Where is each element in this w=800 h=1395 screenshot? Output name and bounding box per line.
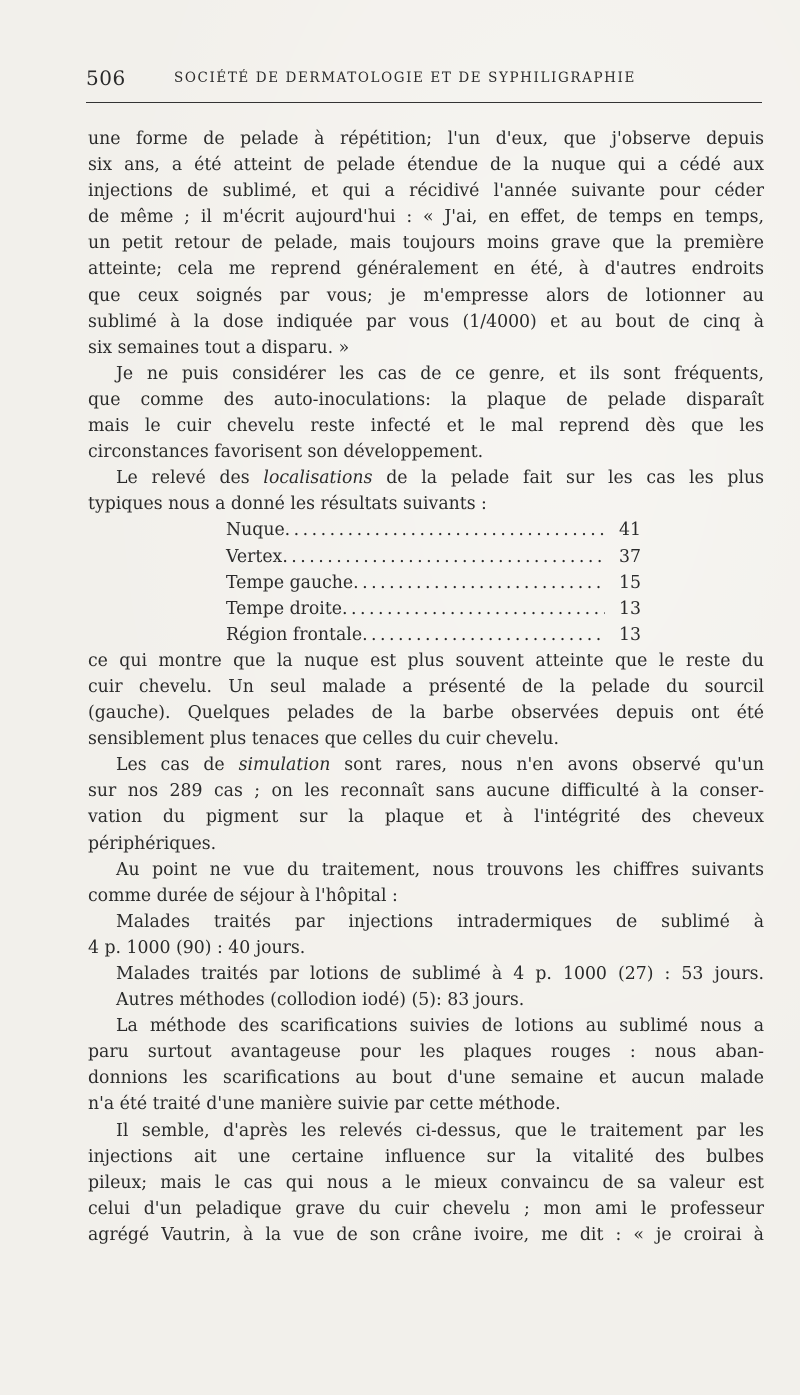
text-line: ce qui montre que la nuque est plus souvent atteinte que le reste du bbox=[88, 650, 764, 671]
row-count: 15 bbox=[619, 572, 641, 593]
text-line: typiques nous a donné les résultats suivants : bbox=[88, 494, 487, 515]
dot-leader bbox=[285, 517, 605, 543]
table-row bbox=[226, 622, 641, 648]
page-number: 506 bbox=[86, 66, 126, 90]
text-line: atteinte; cela me reprend généralement en été, à d'autres endroits bbox=[88, 259, 764, 280]
row-count: 13 bbox=[619, 598, 641, 619]
text-line: agrégé Vautrin, à la vue de son crâne ivoire, me dit : « je croirai à bbox=[88, 1224, 764, 1245]
text-fragment: de la pelade fait sur les cas les plus bbox=[386, 468, 765, 489]
text-line: un petit retour de pelade, mais toujours moins grave que la première bbox=[88, 233, 764, 254]
text-line: n'a été traité d'une manière suivie par cette méthode. bbox=[88, 1094, 561, 1115]
running-head: SOCIÉTÉ DE DERMATOLOGIE ET DE SYPHILIGRAPHIE bbox=[174, 70, 636, 86]
body-text bbox=[88, 126, 764, 1248]
text-line: six ans, a été atteint de pelade étendue de la nuque qui a cédé aux bbox=[88, 155, 764, 176]
text-line: sur nos 289 cas ; on les reconnaît sans aucune difficulté à la conser- bbox=[88, 781, 764, 802]
text-line: sublimé à la dose indiquée par vous (1/4000) et au bout de cinq à bbox=[88, 311, 764, 332]
text-line: Malades traités par lotions de sublimé à 4 p. 1000 (27) : 53 jours. bbox=[116, 964, 764, 984]
text-line: comme durée de séjour à l'hôpital : bbox=[88, 885, 398, 906]
text-line: 4 p. 1000 (90) : 40 jours. bbox=[88, 937, 306, 958]
table-row bbox=[226, 544, 641, 570]
text-line: sensiblement plus tenaces que celles du cuir chevelu. bbox=[88, 729, 559, 750]
row-label: Région frontale bbox=[226, 624, 363, 645]
text-line bbox=[88, 752, 764, 778]
text-line: Malades traités par injections intradermiques de sublimé à bbox=[116, 911, 764, 932]
table-row bbox=[226, 570, 641, 596]
row-count: 37 bbox=[619, 546, 641, 567]
text-line: cuir chevelu. Un seul malade a présenté de la pelade du sourcil bbox=[88, 676, 764, 697]
text-line: Il semble, d'après les relevés ci-dessus, que le traitement par les bbox=[116, 1120, 764, 1141]
dot-leader bbox=[342, 596, 605, 622]
header-rule bbox=[86, 102, 762, 103]
text-line bbox=[88, 465, 764, 491]
text-line: une forme de pelade à répétition; l'un d'eux, que j'observe depuis bbox=[88, 129, 764, 149]
row-label: Tempe gauche bbox=[226, 572, 354, 593]
localisations-table bbox=[88, 517, 764, 647]
dot-leader bbox=[353, 570, 605, 596]
text-line: vation du pigment sur la plaque et à l'intégrité des cheveux bbox=[88, 807, 764, 828]
text-line: circonstances favorisent son développement. bbox=[88, 442, 484, 463]
text-line: donnions les scarifications au bout d'une semaine et aucun malade bbox=[88, 1068, 764, 1089]
text-line: mais le cuir chevelu reste infecté et le mal reprend dès que les bbox=[88, 416, 764, 437]
text-line: que ceux soignés par vous; je m'empresse alors de lotionner au bbox=[88, 285, 764, 306]
text-line: pileux; mais le cas qui nous a le mieux convaincu de sa valeur est bbox=[88, 1172, 764, 1193]
text-line: La méthode des scarifications suivies de lotions au sublimé nous a bbox=[116, 1016, 764, 1037]
row-count: 41 bbox=[619, 520, 641, 541]
text-line: (gauche). Quelques pelades de la barbe observées depuis ont été bbox=[88, 703, 764, 724]
row-label: Tempe droite bbox=[226, 598, 343, 619]
table-row bbox=[226, 517, 641, 543]
text-line: paru surtout avantageuse pour les plaques rouges : nous aban- bbox=[88, 1042, 764, 1063]
text-line: Au point ne vue du traitement, nous trouvons les chiffres suivants bbox=[116, 859, 764, 880]
dot-leader bbox=[362, 622, 605, 648]
emphasis-simulation: simulation bbox=[238, 755, 331, 776]
text-fragment: Le relevé des bbox=[116, 468, 250, 489]
page-header bbox=[86, 62, 762, 98]
text-line: Je ne puis considérer les cas de ce genre, et ils sont fréquents, bbox=[116, 363, 764, 384]
text-line: injections de sublimé, et qui a récidivé l'année suivante pour céder bbox=[88, 181, 764, 202]
text-line: celui d'un peladique grave du cuir chevelu ; mon ami le professeur bbox=[88, 1198, 764, 1219]
text-fragment: sont rares, nous n'en avons observé qu'un bbox=[344, 755, 764, 776]
text-line: Autres méthodes (collodion iodé) (5): 83 jours. bbox=[116, 990, 525, 1011]
dot-leader bbox=[282, 544, 605, 570]
text-fragment: Les cas de bbox=[116, 755, 225, 776]
text-line: périphériques. bbox=[88, 833, 217, 854]
emphasis-localisations: localisations bbox=[263, 468, 373, 489]
text-line: que comme des auto-inoculations: la plaque de pelade disparaît bbox=[88, 389, 764, 410]
text-line: de même ; il m'écrit aujourd'hui : « J'ai, en effet, de temps en temps, bbox=[88, 207, 764, 228]
text-line: six semaines tout a disparu. » bbox=[88, 337, 350, 358]
table-row bbox=[226, 596, 641, 622]
text-line: injections ait une certaine influence sur la vitalité des bulbes bbox=[88, 1146, 764, 1167]
row-label: Nuque bbox=[226, 520, 285, 541]
row-label: Vertex bbox=[226, 546, 283, 567]
row-count: 13 bbox=[619, 624, 641, 645]
